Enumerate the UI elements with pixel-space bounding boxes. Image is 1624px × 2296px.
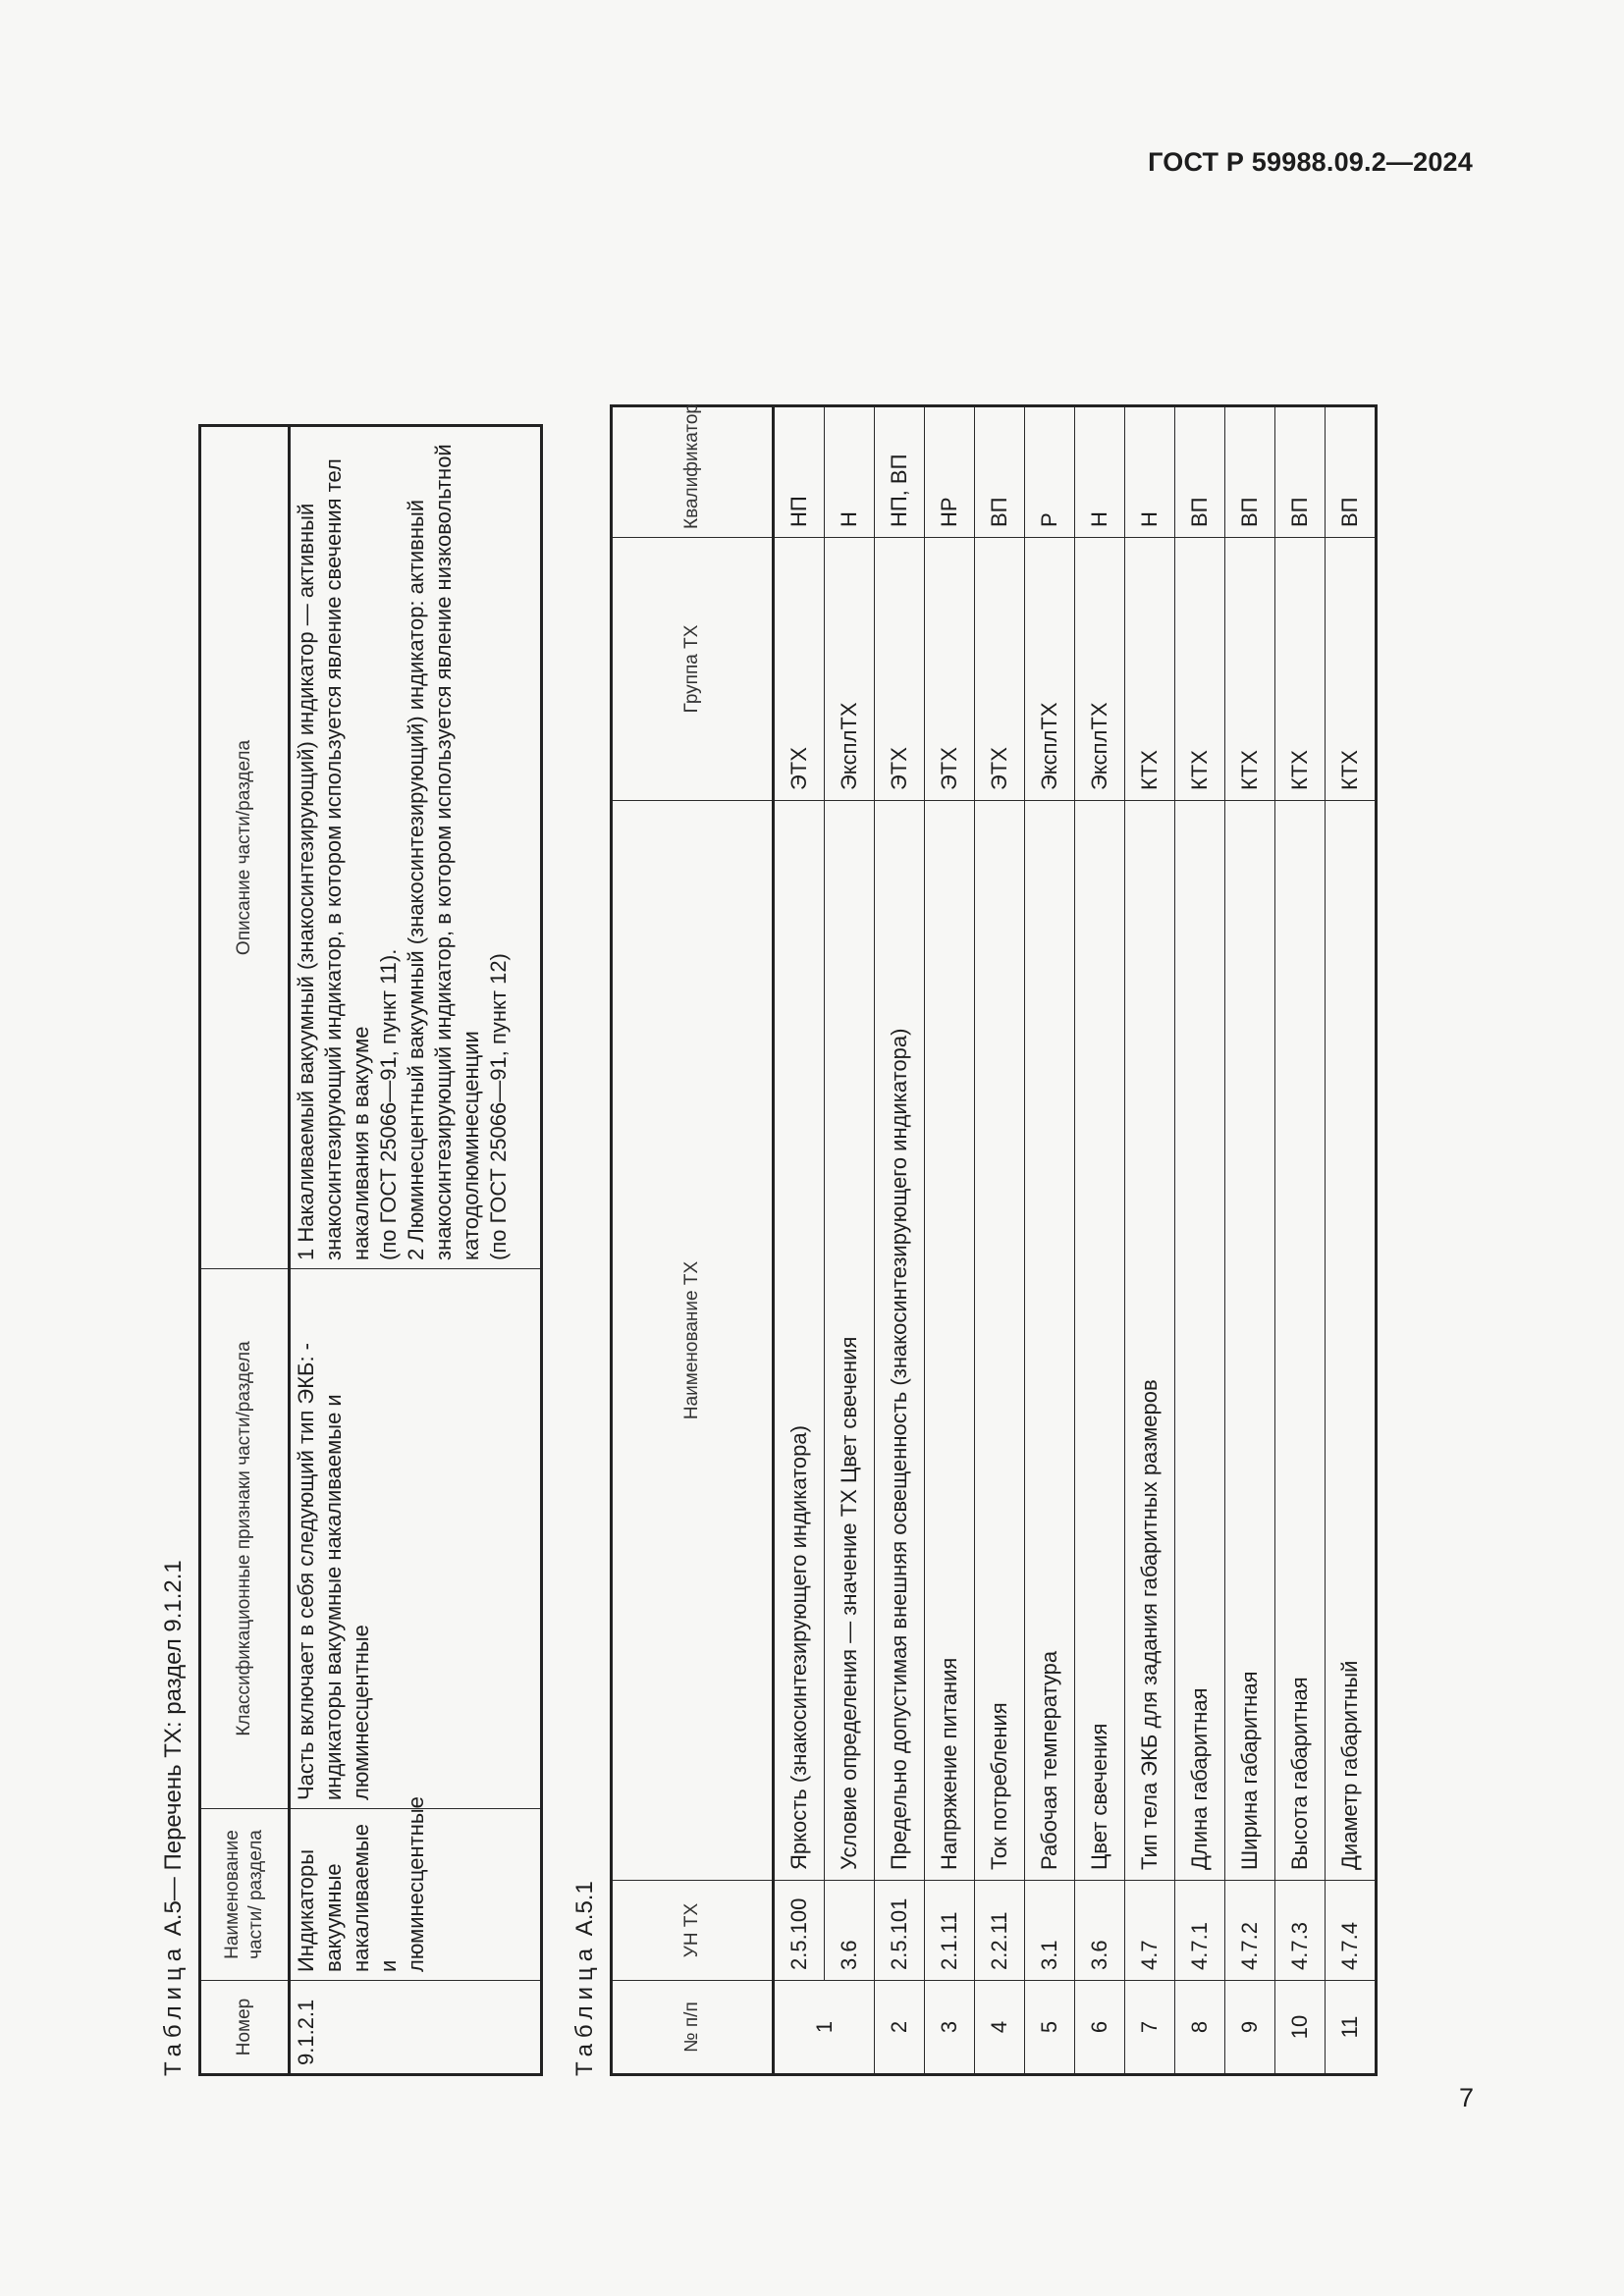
table-row	[1175, 406, 1225, 2075]
table-row	[1075, 406, 1125, 2075]
cell-group: КТХ	[1175, 538, 1225, 801]
cell-code: 4.7	[1125, 1881, 1175, 1981]
table-row	[290, 426, 542, 2075]
cell-name: Яркость (знакосинтезирующего индикатора)	[774, 801, 825, 1881]
cell-qualifier: ВП	[1175, 406, 1225, 538]
col-header-group: Группа ТХ	[612, 538, 774, 801]
cell-features: Часть включает в себя следующий тип ЭКБ: - индикаторы вакуумные накаливаемые и люминесцентные	[290, 1269, 542, 1809]
cell-code: 2.5.100	[774, 1881, 825, 1981]
cell-index: 4	[975, 1981, 1025, 2075]
col-header-name: Наименование части/ раздела	[200, 1809, 290, 1981]
cell-name: Ток потребления	[975, 801, 1025, 1881]
table-a51-caption	[568, 182, 602, 2076]
table-row	[1225, 406, 1275, 2075]
col-header-qualifier: Квалификатор	[612, 406, 774, 538]
rotated-content	[152, 182, 1362, 2076]
cell-qualifier: ВП	[975, 406, 1025, 538]
cell-index: 2	[875, 1981, 925, 2075]
cell-index: 3	[925, 1981, 975, 2075]
table-row	[975, 406, 1025, 2075]
cell-code: 4.7.4	[1326, 1881, 1377, 1981]
cell-code: 3.6	[1075, 1881, 1125, 1981]
cell-group: КТХ	[1125, 538, 1175, 801]
cell-code: 3.1	[1025, 1881, 1075, 1981]
cell-name: Диаметр габаритный	[1326, 801, 1377, 1881]
table-a51	[610, 404, 1378, 2076]
cell-name: Ширина габаритная	[1225, 801, 1275, 1881]
table-row	[1326, 406, 1377, 2075]
table-row	[774, 406, 825, 2075]
cell-qualifier: Р	[1025, 406, 1075, 538]
table-row	[825, 406, 875, 2075]
table-row	[875, 406, 925, 2075]
table-a5	[198, 424, 543, 2076]
cell-qualifier: НР	[925, 406, 975, 538]
cell-name: Длина габаритная	[1175, 801, 1225, 1881]
cell-code: 2.1.11	[925, 1881, 975, 1981]
cell-index: 5	[1025, 1981, 1075, 2075]
cell-group: ЭксплТХ	[825, 538, 875, 801]
cell-index: 11	[1326, 1981, 1377, 2075]
cell-name: Индикаторы вакуумные накаливаемые и люминесцентные	[290, 1809, 542, 1981]
cell-code: 4.7.3	[1275, 1881, 1326, 1981]
cell-group: ЭксплТХ	[1075, 538, 1125, 801]
caption-prefix: Таблица	[160, 1942, 187, 2076]
cell-code: 4.7.1	[1175, 1881, 1225, 1981]
cell-qualifier: Н	[825, 406, 875, 538]
cell-index: 1	[774, 1981, 875, 2075]
cell-code: 3.6	[825, 1881, 875, 1981]
cell-index: 10	[1275, 1981, 1326, 2075]
cell-index: 9	[1225, 1981, 1275, 2075]
col-header-index: № п/п	[612, 1981, 774, 2075]
cell-qualifier: Н	[1125, 406, 1175, 538]
cell-qualifier: НП	[774, 406, 825, 538]
cell-name: Цвет свечения	[1075, 801, 1125, 1881]
cell-name: Напряжение питания	[925, 801, 975, 1881]
cell-group: ЭТХ	[925, 538, 975, 801]
caption-text: А.5.1	[571, 1881, 598, 1943]
col-header-description: Описание части/раздела	[200, 426, 290, 1269]
cell-qualifier: НП, ВП	[875, 406, 925, 538]
col-header-number: Номер	[200, 1981, 290, 2075]
cell-qualifier: Н	[1075, 406, 1125, 538]
description-line: (по ГОСТ 25066—91, пункт 12)	[486, 953, 511, 1260]
table-row	[1125, 406, 1175, 2075]
cell-code: 4.7.2	[1225, 1881, 1275, 1981]
cell-name: Тип тела ЭКБ для задания габаритных размеров	[1125, 801, 1175, 1881]
cell-group: ЭТХ	[875, 538, 925, 801]
col-header-code: УН ТХ	[612, 1881, 774, 1981]
cell-name: Условие определения — значение ТХ Цвет свечения	[825, 801, 875, 1881]
page-number: 7	[1459, 2083, 1475, 2112]
col-header-features: Классификационные признаки части/раздела	[200, 1269, 290, 1809]
description-line: 1 Накаливаемый вакуумный (знакосинтезирующий) индикатор — активный знакосинтезирующий индикатор, в котором используется явление свечения тел накаливания в вакууме	[294, 458, 373, 1260]
cell-name: Предельно допустимая внешняя освещенность (знакосинтезирующего индикатора)	[875, 801, 925, 1881]
table-row	[925, 406, 975, 2075]
description-line: (по ГОСТ 25066—91, пункт 11).	[376, 948, 401, 1260]
caption-prefix: Таблица	[571, 1942, 598, 2076]
cell-group: ЭТХ	[975, 538, 1025, 801]
cell-index: 8	[1175, 1981, 1225, 2075]
table-row	[1275, 406, 1326, 2075]
cell-qualifier: ВП	[1326, 406, 1377, 538]
cell-qualifier: ВП	[1275, 406, 1326, 538]
cell-name: Высота габаритная	[1275, 801, 1326, 1881]
cell-group: ЭТХ	[774, 538, 825, 801]
cell-index: 6	[1075, 1981, 1125, 2075]
cell-group: КТХ	[1326, 538, 1377, 801]
cell-index: 7	[1125, 1981, 1175, 2075]
table-row	[1025, 406, 1075, 2075]
cell-name: Рабочая температура	[1025, 801, 1075, 1881]
cell-code: 2.2.11	[975, 1881, 1025, 1981]
cell-number: 9.1.2.1	[290, 1981, 542, 2075]
cell-group: ЭксплТХ	[1025, 538, 1075, 801]
cell-code: 2.5.101	[875, 1881, 925, 1981]
col-header-name: Наименование ТХ	[612, 801, 774, 1881]
cell-description	[290, 426, 542, 1269]
cell-group: КТХ	[1225, 538, 1275, 801]
cell-group: КТХ	[1275, 538, 1326, 801]
cell-qualifier: ВП	[1225, 406, 1275, 538]
caption-text: А.5— Перечень ТХ: раздел 9.1.2.1	[160, 1560, 187, 1943]
standard-designation: ГОСТ Р 59988.09.2—2024	[1148, 147, 1473, 177]
description-line: 2 Люминесцентный вакуумный (знакосинтезирующий) индикатор: активный знакосинтезирующий индикатор, в котором используется явление низковольтной катодолюминесценции	[404, 444, 483, 1260]
table-a5-caption	[157, 182, 190, 2076]
